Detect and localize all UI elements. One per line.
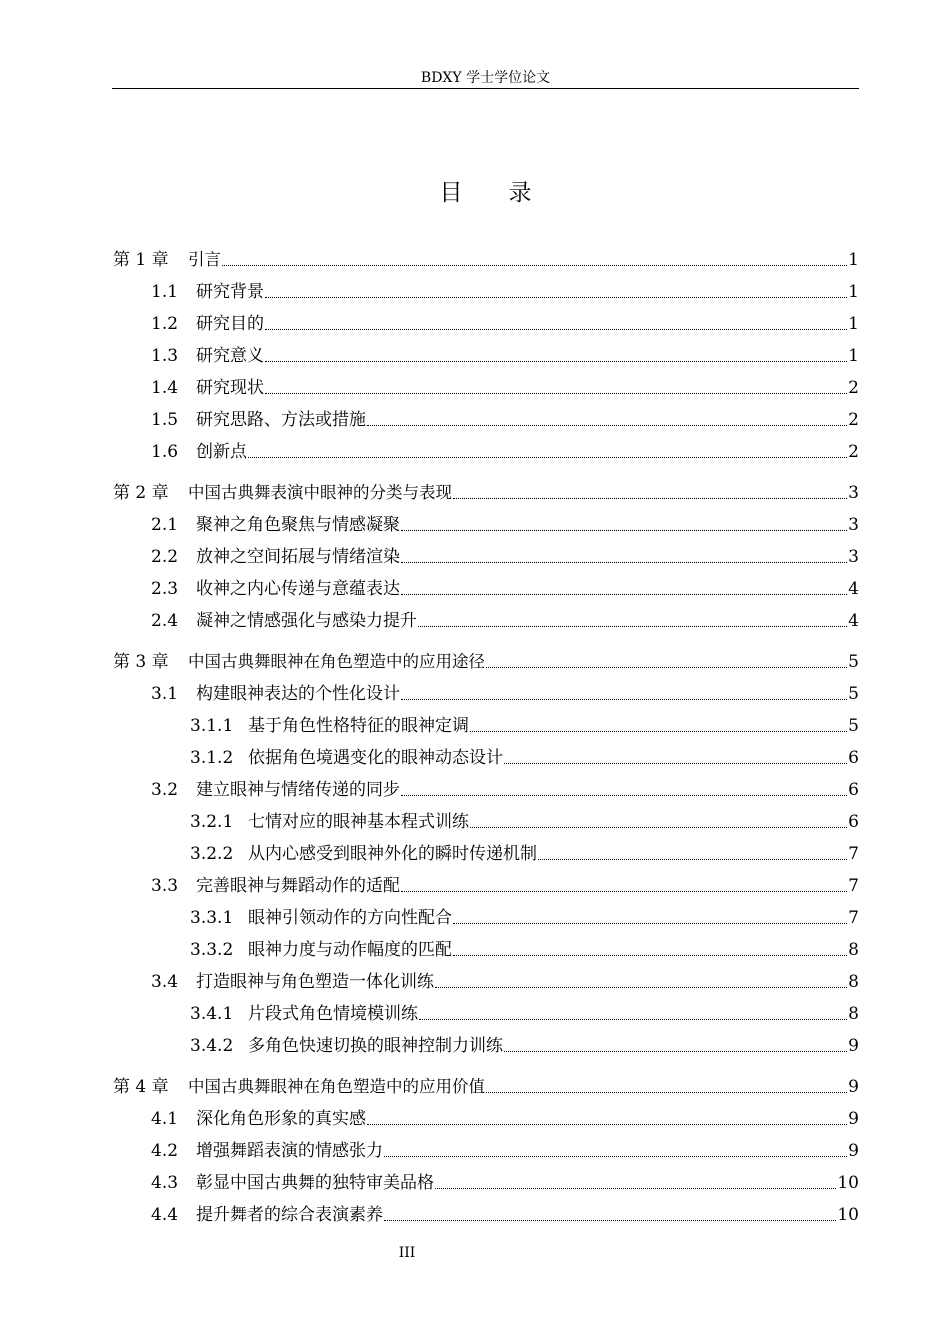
toc-section-entry[interactable]	[151, 1202, 859, 1228]
toc-entry-number: 2.3	[151, 579, 179, 599]
toc-entry-page: 7	[848, 908, 859, 928]
toc-entry-number: 1.6	[151, 442, 179, 462]
toc-entry-title: 深化角色形象的真实感	[196, 1109, 366, 1129]
toc-dot-leader	[453, 498, 847, 499]
toc-dot-leader	[504, 1051, 847, 1052]
toc-section-entry[interactable]	[151, 608, 859, 634]
toc-entry-page: 4	[848, 611, 859, 631]
toc-section-entry[interactable]	[151, 777, 859, 803]
toc-dot-leader	[486, 1092, 847, 1093]
toc-entry-page: 9	[848, 1141, 859, 1161]
toc-heading-left: 目	[439, 180, 463, 206]
toc-entry-title: 多角色快速切换的眼神控制力训练	[248, 1036, 503, 1056]
toc-entry-page: 5	[848, 684, 859, 704]
page-number: III	[398, 1245, 416, 1261]
toc-entry-page: 8	[848, 1004, 859, 1024]
toc-entry-page: 10	[837, 1173, 859, 1193]
toc-section-entry[interactable]	[151, 439, 859, 465]
toc-entry-title: 彰显中国古典舞的独特审美品格	[196, 1173, 434, 1193]
toc-entry-number: 1.3	[151, 346, 179, 366]
toc-entry-title: 凝神之情感强化与感染力提升	[196, 611, 417, 631]
toc-entry-number: 3.3	[151, 876, 179, 896]
toc-entry-title: 增强舞蹈表演的情感张力	[196, 1141, 383, 1161]
toc-entry-title: 研究现状	[196, 378, 264, 398]
toc-section-entry[interactable]	[190, 745, 859, 771]
toc-entry-number: 4.4	[151, 1205, 179, 1225]
toc-entry-title: 创新点	[196, 442, 247, 462]
toc-entry-page: 3	[848, 515, 859, 535]
toc-section-entry[interactable]	[190, 713, 859, 739]
toc-dot-leader	[384, 1220, 836, 1221]
toc-entry-number: 第 1 章	[113, 250, 169, 270]
toc-dot-leader	[401, 562, 847, 563]
toc-entry-page: 1	[848, 314, 859, 334]
toc-entry-number: 3.3.1	[190, 908, 234, 928]
toc-section-entry[interactable]	[151, 1106, 859, 1132]
toc-entry-page: 10	[837, 1205, 859, 1225]
toc-dot-leader	[384, 1156, 847, 1157]
toc-entry-number: 第 4 章	[113, 1077, 169, 1097]
toc-entry-title: 聚神之角色聚焦与情感凝聚	[196, 515, 400, 535]
toc-section-entry[interactable]	[151, 512, 859, 538]
toc-entry-number: 1.2	[151, 314, 179, 334]
toc-dot-leader	[265, 393, 847, 394]
toc-heading	[112, 178, 859, 208]
toc-section-entry[interactable]	[151, 969, 859, 995]
toc-section-entry[interactable]	[190, 841, 859, 867]
toc-dot-leader	[265, 329, 847, 330]
toc-entry-number: 1.5	[151, 410, 179, 430]
toc-entry-title: 研究意义	[196, 346, 264, 366]
toc-entry-number: 4.2	[151, 1141, 179, 1161]
toc-entry-number: 第 3 章	[113, 652, 169, 672]
toc-entry-number: 3.1	[151, 684, 179, 704]
toc-chapter-entry[interactable]	[113, 649, 859, 675]
toc-entry-page: 2	[848, 442, 859, 462]
toc-entry-page: 9	[848, 1077, 859, 1097]
toc-entry-page: 9	[848, 1109, 859, 1129]
toc-dot-leader	[470, 827, 847, 828]
toc-section-entry[interactable]	[190, 1033, 859, 1059]
toc-entry-page: 2	[848, 378, 859, 398]
toc-entry-page: 1	[848, 346, 859, 366]
toc-entry-title: 中国古典舞眼神在角色塑造中的应用价值	[188, 1077, 485, 1096]
toc-dot-leader	[265, 361, 847, 362]
toc-dot-leader	[401, 530, 847, 531]
toc-entry-page: 3	[848, 547, 859, 567]
toc-dot-leader	[504, 763, 847, 764]
toc-entry-number: 3.4.1	[190, 1004, 234, 1024]
toc-entry-number: 2.4	[151, 611, 179, 631]
toc-entry-title: 完善眼神与舞蹈动作的适配	[196, 876, 400, 896]
toc-chapter-entry[interactable]	[113, 480, 859, 506]
toc-dot-leader	[538, 859, 847, 860]
toc-section-entry[interactable]	[151, 407, 859, 433]
toc-dot-leader	[419, 1019, 847, 1020]
toc-dot-leader	[367, 1124, 847, 1125]
toc-section-entry[interactable]	[190, 905, 859, 931]
toc-entry-number: 3.2.2	[190, 844, 234, 864]
toc-entry-number: 1.1	[151, 282, 179, 302]
toc-entry-page: 8	[848, 940, 859, 960]
toc-entry-title: 研究思路、方法或措施	[196, 410, 366, 430]
toc-section-entry[interactable]	[151, 576, 859, 602]
toc-dot-leader	[486, 667, 847, 668]
toc-section-entry[interactable]	[151, 343, 859, 369]
toc-section-entry[interactable]	[190, 937, 859, 963]
toc-entry-number: 4.3	[151, 1173, 179, 1193]
toc-chapter-entry[interactable]	[113, 247, 859, 273]
toc-entry-title: 从内心感受到眼神外化的瞬时传递机制	[248, 844, 537, 864]
toc-chapter-entry[interactable]	[113, 1074, 859, 1100]
toc-entry-title: 引言	[188, 250, 221, 269]
toc-dot-leader	[367, 425, 847, 426]
toc-entry-title: 放神之空间拓展与情绪渲染	[196, 547, 400, 567]
toc-dot-leader	[265, 297, 847, 298]
toc-entry-title: 构建眼神表达的个性化设计	[196, 684, 400, 704]
toc-entry-title: 建立眼神与情绪传递的同步	[196, 780, 400, 800]
toc-dot-leader	[453, 955, 847, 956]
toc-entry-title: 眼神引领动作的方向性配合	[248, 908, 452, 928]
toc-entry-title: 七情对应的眼神基本程式训练	[248, 812, 469, 832]
toc-entry-number: 3.1.2	[190, 748, 234, 768]
toc-entry-page: 3	[848, 483, 859, 503]
toc-entry-title: 打造眼神与角色塑造一体化训练	[196, 972, 434, 992]
toc-entry-number: 3.1.1	[190, 716, 234, 736]
toc-entry-page: 7	[848, 844, 859, 864]
toc-section-entry[interactable]	[151, 1170, 859, 1196]
toc-dot-leader	[453, 923, 847, 924]
toc-section-entry[interactable]	[151, 873, 859, 899]
toc-entry-title: 提升舞者的综合表演素养	[196, 1205, 383, 1225]
toc-section-entry[interactable]	[190, 1001, 859, 1027]
toc-entry-title: 研究目的	[196, 314, 264, 334]
toc-entry-page: 6	[848, 780, 859, 800]
toc-entry-number: 第 2 章	[113, 483, 169, 503]
toc-entry-number: 3.3.2	[190, 940, 234, 960]
toc-entry-page: 7	[848, 876, 859, 896]
toc-entry-number: 3.4	[151, 972, 179, 992]
toc-section-entry[interactable]	[151, 1138, 859, 1164]
toc-heading-right: 录	[508, 180, 532, 206]
toc-entry-number: 2.2	[151, 547, 179, 567]
toc-section-entry[interactable]	[151, 681, 859, 707]
toc-dot-leader	[401, 795, 847, 796]
toc-entry-title: 研究背景	[196, 282, 264, 302]
toc-entry-number: 4.1	[151, 1109, 179, 1129]
toc-dot-leader	[401, 891, 847, 892]
header-rule	[112, 88, 859, 89]
toc-entry-title: 依据角色境遇变化的眼神动态设计	[248, 748, 503, 768]
toc-section-entry[interactable]	[190, 809, 859, 835]
toc-entry-title: 基于角色性格特征的眼神定调	[248, 716, 469, 736]
toc-dot-leader	[401, 699, 847, 700]
toc-entry-number: 3.2.1	[190, 812, 234, 832]
toc-entry-title: 眼神力度与动作幅度的匹配	[248, 940, 452, 960]
toc-entry-title: 中国古典舞眼神在角色塑造中的应用途径	[188, 652, 485, 671]
toc-entry-page: 2	[848, 410, 859, 430]
toc-dot-leader	[435, 987, 847, 988]
toc-section-entry[interactable]	[151, 279, 859, 305]
toc-entry-page: 5	[848, 716, 859, 736]
toc-entry-title: 中国古典舞表演中眼神的分类与表现	[188, 483, 452, 502]
header-title: BDXY 学士学位论文	[420, 70, 551, 86]
toc-entry-page: 4	[848, 579, 859, 599]
toc-entry-page: 1	[848, 282, 859, 302]
toc-dot-leader	[435, 1188, 836, 1189]
toc-dot-leader	[401, 594, 847, 595]
toc-dot-leader	[222, 265, 847, 266]
toc-entry-page: 6	[848, 748, 859, 768]
toc-section-entry[interactable]	[151, 311, 859, 337]
toc-section-entry[interactable]	[151, 544, 859, 570]
toc-entry-number: 3.4.2	[190, 1036, 234, 1056]
toc-dot-leader	[248, 457, 847, 458]
toc-dot-leader	[470, 731, 847, 732]
toc-section-entry[interactable]	[151, 375, 859, 401]
toc-entry-page: 1	[848, 250, 859, 270]
toc-dot-leader	[418, 626, 847, 627]
toc-entry-number: 2.1	[151, 515, 179, 535]
toc-entry-number: 1.4	[151, 378, 179, 398]
toc-entry-number: 3.2	[151, 780, 179, 800]
toc-entry-page: 6	[848, 812, 859, 832]
toc-entry-title: 收神之内心传递与意蕴表达	[196, 579, 400, 599]
toc-entry-title: 片段式角色情境模训练	[248, 1004, 418, 1024]
toc-entry-page: 9	[848, 1036, 859, 1056]
toc-entry-page: 8	[848, 972, 859, 992]
toc-entry-page: 5	[848, 652, 859, 672]
